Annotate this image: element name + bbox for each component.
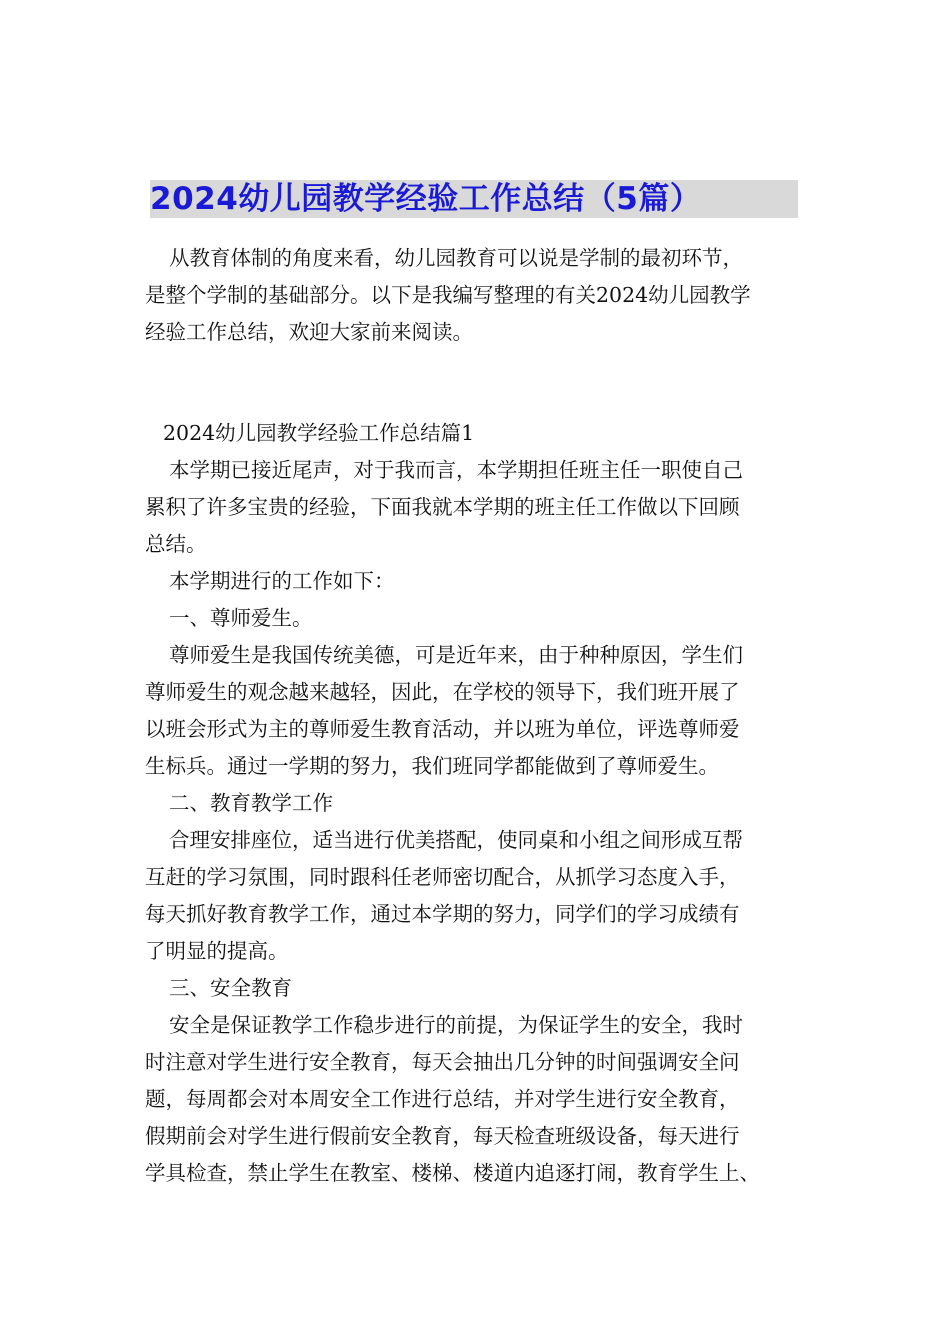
intro-line: 是整个学制的基础部分。以下是我编写整理的有关2024幼儿园教学 (145, 283, 751, 307)
paragraph-line: 假期前会对学生进行假前安全教育，每天检查班级设备，每天进行 (145, 1124, 740, 1148)
document-title: 2024幼儿园教学经验工作总结（5篇） (150, 181, 702, 217)
subheading-3: 三、安全教育 (169, 976, 292, 1000)
paragraph-line: 互赶的学习氛围，同时跟科任老师密切配合，从抓学习态度入手， (145, 865, 740, 889)
paragraph-line: 以班会形式为主的尊师爱生教育活动，并以班为单位，评选尊师爱 (145, 717, 740, 741)
paragraph-line: 累积了许多宝贵的经验，下面我就本学期的班主任工作做以下回顾 (145, 495, 740, 519)
subheading-1: 一、尊师爱生。 (169, 606, 313, 630)
paragraph-line: 安全是保证教学工作稳步进行的前提，为保证学生的安全，我时 (169, 1013, 743, 1037)
paragraph-line: 本学期已接近尾声，对于我而言，本学期担任班主任一职使自己 (169, 458, 743, 482)
paragraph-line: 本学期进行的工作如下： (169, 569, 395, 593)
paragraph-line: 学具检查，禁止学生在教室、楼梯、楼道内追逐打闹，教育学生上、 (145, 1161, 760, 1185)
section-body (145, 415, 815, 1192)
paragraph-line: 了明显的提高。 (145, 939, 289, 963)
subheading-2: 二、教育教学工作 (169, 791, 333, 815)
paragraph-line: 总结。 (145, 532, 207, 556)
intro-line: 经验工作总结，欢迎大家前来阅读。 (145, 320, 473, 344)
paragraph-line: 题，每周都会对本周安全工作进行总结，并对学生进行安全教育， (145, 1087, 740, 1111)
paragraph-line: 尊师爱生是我国传统美德，可是近年来，由于种种原因，学生们 (169, 643, 743, 667)
paragraph-line: 尊师爱生的观念越来越轻，因此，在学校的领导下，我们班开展了 (145, 680, 740, 704)
section-heading: 2024幼儿园教学经验工作总结篇1 (163, 421, 475, 445)
intro-paragraph (145, 240, 815, 351)
paragraph-line: 生标兵。通过一学期的努力，我们班同学都能做到了尊师爱生。 (145, 754, 719, 778)
paragraph-line: 每天抓好教育教学工作，通过本学期的努力，同学们的学习成绩有 (145, 902, 740, 926)
intro-line: 从教育体制的角度来看，幼儿园教育可以说是学制的最初环节， (169, 246, 743, 270)
paragraph-line: 合理安排座位，适当进行优美搭配，使同桌和小组之间形成互帮 (169, 828, 743, 852)
paragraph-line: 时注意对学生进行安全教育，每天会抽出几分钟的时间强调安全问 (145, 1050, 740, 1074)
